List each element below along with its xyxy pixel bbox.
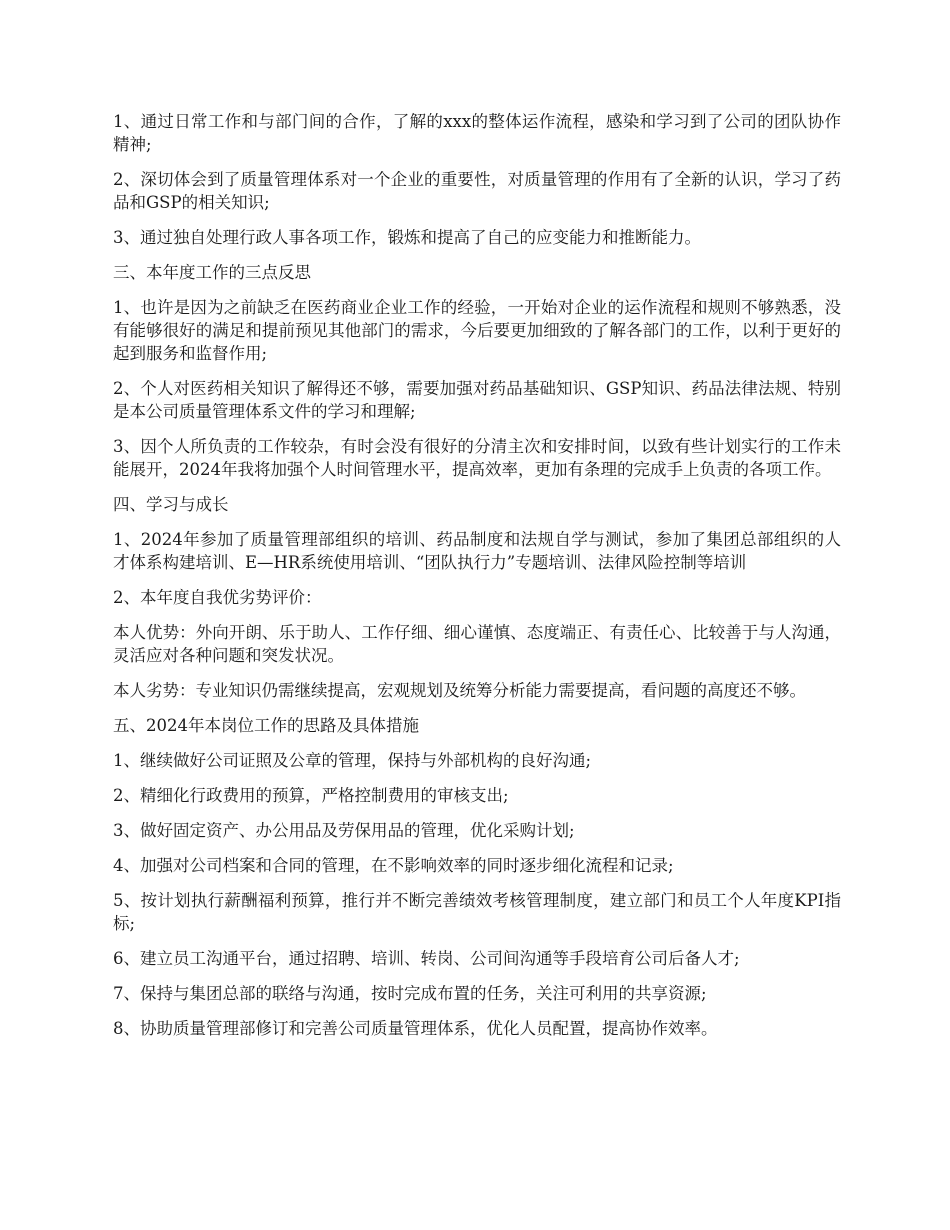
paragraph-reflection-2: 2、个人对医药相关知识了解得还不够，需要加强对药品基础知识、GSP知识、药品法律法规、特别是本公司质量管理体系文件的学习和理解; (113, 379, 841, 421)
paragraph-plan-8: 8、协助质量管理部修订和完善公司质量管理体系，优化人员配置，提高协作效率。 (113, 1019, 718, 1038)
paragraph-plan-7: 7、保持与集团总部的联络与沟通，按时完成布置的任务，关注可利用的共享资源; (113, 984, 707, 1003)
paragraph-learning-1: 1、2024年参加了质量管理部组织的培训、药品制度和法规自学与测试，参加了集团总部组织的人才体系构建培训、E—HR系统使用培训、“团队执行力”专题培训、法律风险控制等培训 (113, 530, 841, 572)
section-heading-plan: 五、2024年本岗位工作的思路及具体措施 (113, 716, 419, 735)
paragraph-plan-1: 1、继续做好公司证照及公章的管理，保持与外部机构的良好沟通; (113, 751, 592, 770)
paragraph-plan-3: 3、做好固定资产、办公用品及劳保用品的管理，优化采购计划; (113, 821, 575, 840)
paragraph-plan-4: 4、加强对公司档案和合同的管理，在不影响效率的同时逐步细化流程和记录; (113, 856, 674, 875)
paragraph-learning-2: 2、本年度自我优劣势评价： (113, 588, 322, 607)
section-heading-reflection: 三、本年度工作的三点反思 (113, 263, 311, 282)
paragraph-reflection-3: 3、因个人所负责的工作较杂，有时会没有很好的分清主次和安排时间，以致有些计划实行的工作未能展开，2024年我将加强个人时间管理水平，提高效率，更加有条理的完成手上负责的各项工作。 (113, 437, 841, 479)
paragraph-weaknesses: 本人劣势：专业知识仍需继续提高，宏观规划及统筹分析能力需要提高，看问题的高度还不够。 (113, 681, 806, 700)
paragraph-plan-6: 6、建立员工沟通平台，通过招聘、培训、转岗、公司间沟通等手段培育公司后备人才; (113, 949, 740, 968)
paragraph-reflection-1: 1、也许是因为之前缺乏在医药商业企业工作的经验，一开始对企业的运作流程和规则不够熟悉，没有能够很好的满足和提前预见其他部门的需求，今后要更加细致的了解各部门的工作，以利于更好的起到服务和监督作用; (113, 298, 841, 363)
paragraph-gain-2: 2、深切体会到了质量管理体系对一个企业的重要性，对质量管理的作用有了全新的认识，学习了药品和GSP的相关知识; (113, 170, 841, 212)
section-heading-learning: 四、学习与成长 (113, 495, 229, 514)
paragraph-strengths: 本人优势：外向开朗、乐于助人、工作仔细、细心谨慎、态度端正、有责任心、比较善于与人沟通，灵活应对各种问题和突发状况。 (113, 623, 841, 665)
paragraph-plan-2: 2、精细化行政费用的预算，严格控制费用的审核支出; (113, 786, 509, 805)
paragraph-plan-5: 5、按计划执行薪酬福利预算，推行并不断完善绩效考核管理制度，建立部门和员工个人年度KPI指标; (113, 891, 841, 933)
document-body (113, 110, 841, 1052)
paragraph-gain-1: 1、通过日常工作和与部门间的合作，了解的xxx的整体运作流程，感染和学习到了公司的团队协作精神; (113, 112, 841, 154)
paragraph-gain-3: 3、通过独自处理行政人事各项工作，锻炼和提高了自己的应变能力和推断能力。 (113, 228, 701, 247)
